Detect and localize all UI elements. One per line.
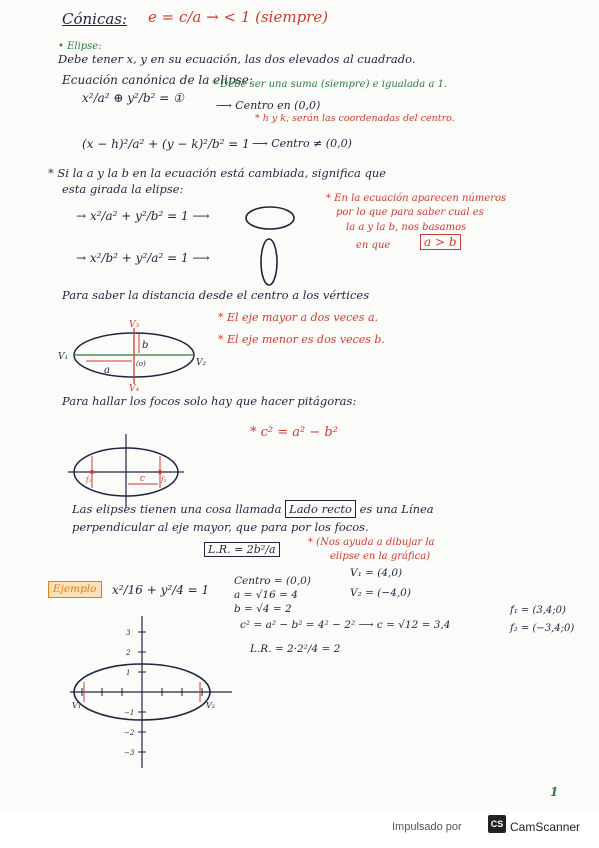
vertical-ellipse-sketch [254, 234, 284, 290]
a-label: a [104, 365, 110, 376]
v3-label: V₃ [129, 320, 140, 330]
latus-rectum-text-b: es una Línea [359, 502, 434, 516]
minor-axis-note: * El eje menor es dos veces b. [218, 333, 385, 346]
y-tick-3: 3 [126, 629, 131, 637]
latus-rectum-formula: L.R. = 2b²/a [204, 542, 280, 557]
example-graph [66, 612, 236, 772]
canonical-equation: x²/a² ⊕ y²/b² = ① [82, 91, 184, 105]
intro-text: Debe tener x, y en su ecuación, las dos elevados al cuadrado. [58, 52, 416, 66]
center-origin-note: ⟶ Centro en (0,0) [216, 99, 321, 112]
pythagoras-formula: * c² = a² − b² [250, 425, 338, 440]
swap-note-line2: por lo que para saber cual es [336, 207, 484, 218]
major-axis-note: * El eje mayor a dos veces a. [218, 311, 378, 324]
center-not-origin-note: ⟶ Centro ≠ (0,0) [252, 137, 352, 150]
example-focus-2: f₂ = (−3,4;0) [510, 623, 575, 634]
example-label: Ejemplo [48, 581, 102, 598]
latus-rectum-line2: perpendicular al eje mayor, que para por los focos. [72, 520, 369, 534]
y-tick-minus-3: −3 [124, 749, 135, 757]
y-tick-minus-1: −1 [124, 709, 135, 717]
example-c-calculation: c² = a² − b² = 4² − 2² ⟶ c = √12 = 3,4 [240, 619, 451, 631]
latus-rectum-text-a: Las elipses tienen una cosa llamada [72, 502, 282, 516]
foci-title: Para hallar los focos solo hay que hacer pitágoras: [62, 394, 357, 408]
camscanner-brand: CamScanner [510, 820, 581, 834]
example-a-value: a = √16 = 4 [234, 589, 298, 601]
page-title: Cónicas: [62, 10, 128, 28]
example-b-value: b = √4 = 2 [234, 603, 292, 615]
c-label: c [140, 474, 146, 484]
canonical-note: * Debe ser una suma (siempre) e igualada a 1. [212, 79, 448, 90]
hk-note: * h y k, serán las coordenadas del centro. [255, 113, 455, 124]
latus-rectum-box: Lado recto [285, 500, 356, 518]
v1-label: V₁ [58, 352, 69, 362]
swap-note-line1: * En la ecuación aparecen números [326, 193, 507, 204]
distance-title: Para saber la distancia desde el centro a los vértices [62, 288, 370, 302]
swap-text-line1: * Si la a y la b en la ecuación está cambiada, significa que [48, 166, 387, 180]
vertices-diagram [56, 318, 216, 392]
foci-diagram [64, 430, 188, 510]
graph-v2-label: V₂ [206, 701, 215, 710]
focus-1-label: f₁ [86, 476, 92, 484]
y-tick-minus-2: −2 [124, 729, 135, 737]
example-vertex-2: V₂ = (−4,0) [350, 587, 411, 599]
general-equation: (x − h)²/a² + (y − k)²/b² = 1 [82, 137, 250, 151]
example-latus-rectum: L.R. = 2·2²/4 = 2 [250, 643, 341, 655]
eccentricity-formula: e = c/a → < 1 (siempre) [148, 8, 329, 26]
vertical-ellipse-equation: → x²/b² + y²/a² = 1 ⟶ [76, 251, 210, 265]
canonical-title: Ecuación canónica de la elipse: [62, 73, 253, 87]
page-number: 1 [550, 785, 559, 799]
focus-2-label: f₂ [161, 476, 167, 484]
latus-rectum-note-line1: * (Nos ayuda a dibujar la [308, 537, 435, 548]
a-greater-b-box: a > b [420, 234, 461, 250]
center-label: (o) [136, 360, 146, 368]
horizontal-ellipse-sketch [240, 200, 300, 236]
example-vertex-1: V₁ = (4,0) [350, 567, 403, 579]
section-heading: • Elipse: [58, 41, 102, 52]
example-equation: x²/16 + y²/4 = 1 [112, 583, 210, 597]
camscanner-logo-icon: CS [488, 815, 506, 833]
example-center: Centro = (0,0) [234, 575, 311, 587]
footer-bar [0, 810, 599, 848]
v2-label: V₂ [196, 358, 207, 368]
swap-text-line2: esta girada la elipse: [62, 182, 184, 196]
y-tick-2: 2 [126, 649, 131, 657]
horizontal-ellipse-equation: → x²/a² + y²/b² = 1 ⟶ [76, 209, 210, 223]
swap-note-line4: en que [356, 240, 391, 251]
v4-label: V₄ [129, 384, 140, 392]
b-label: b [142, 340, 149, 351]
y-tick-1: 1 [126, 669, 131, 677]
graph-v1-label: V₁ [72, 701, 81, 710]
example-focus-1: f₁ = (3,4;0) [510, 605, 566, 616]
latus-rectum-note-line2: elipse en la gráfica) [330, 551, 431, 562]
swap-note-line3: la a y la b, nos basamos [346, 222, 467, 233]
powered-by-text: Impulsado por [392, 821, 462, 833]
